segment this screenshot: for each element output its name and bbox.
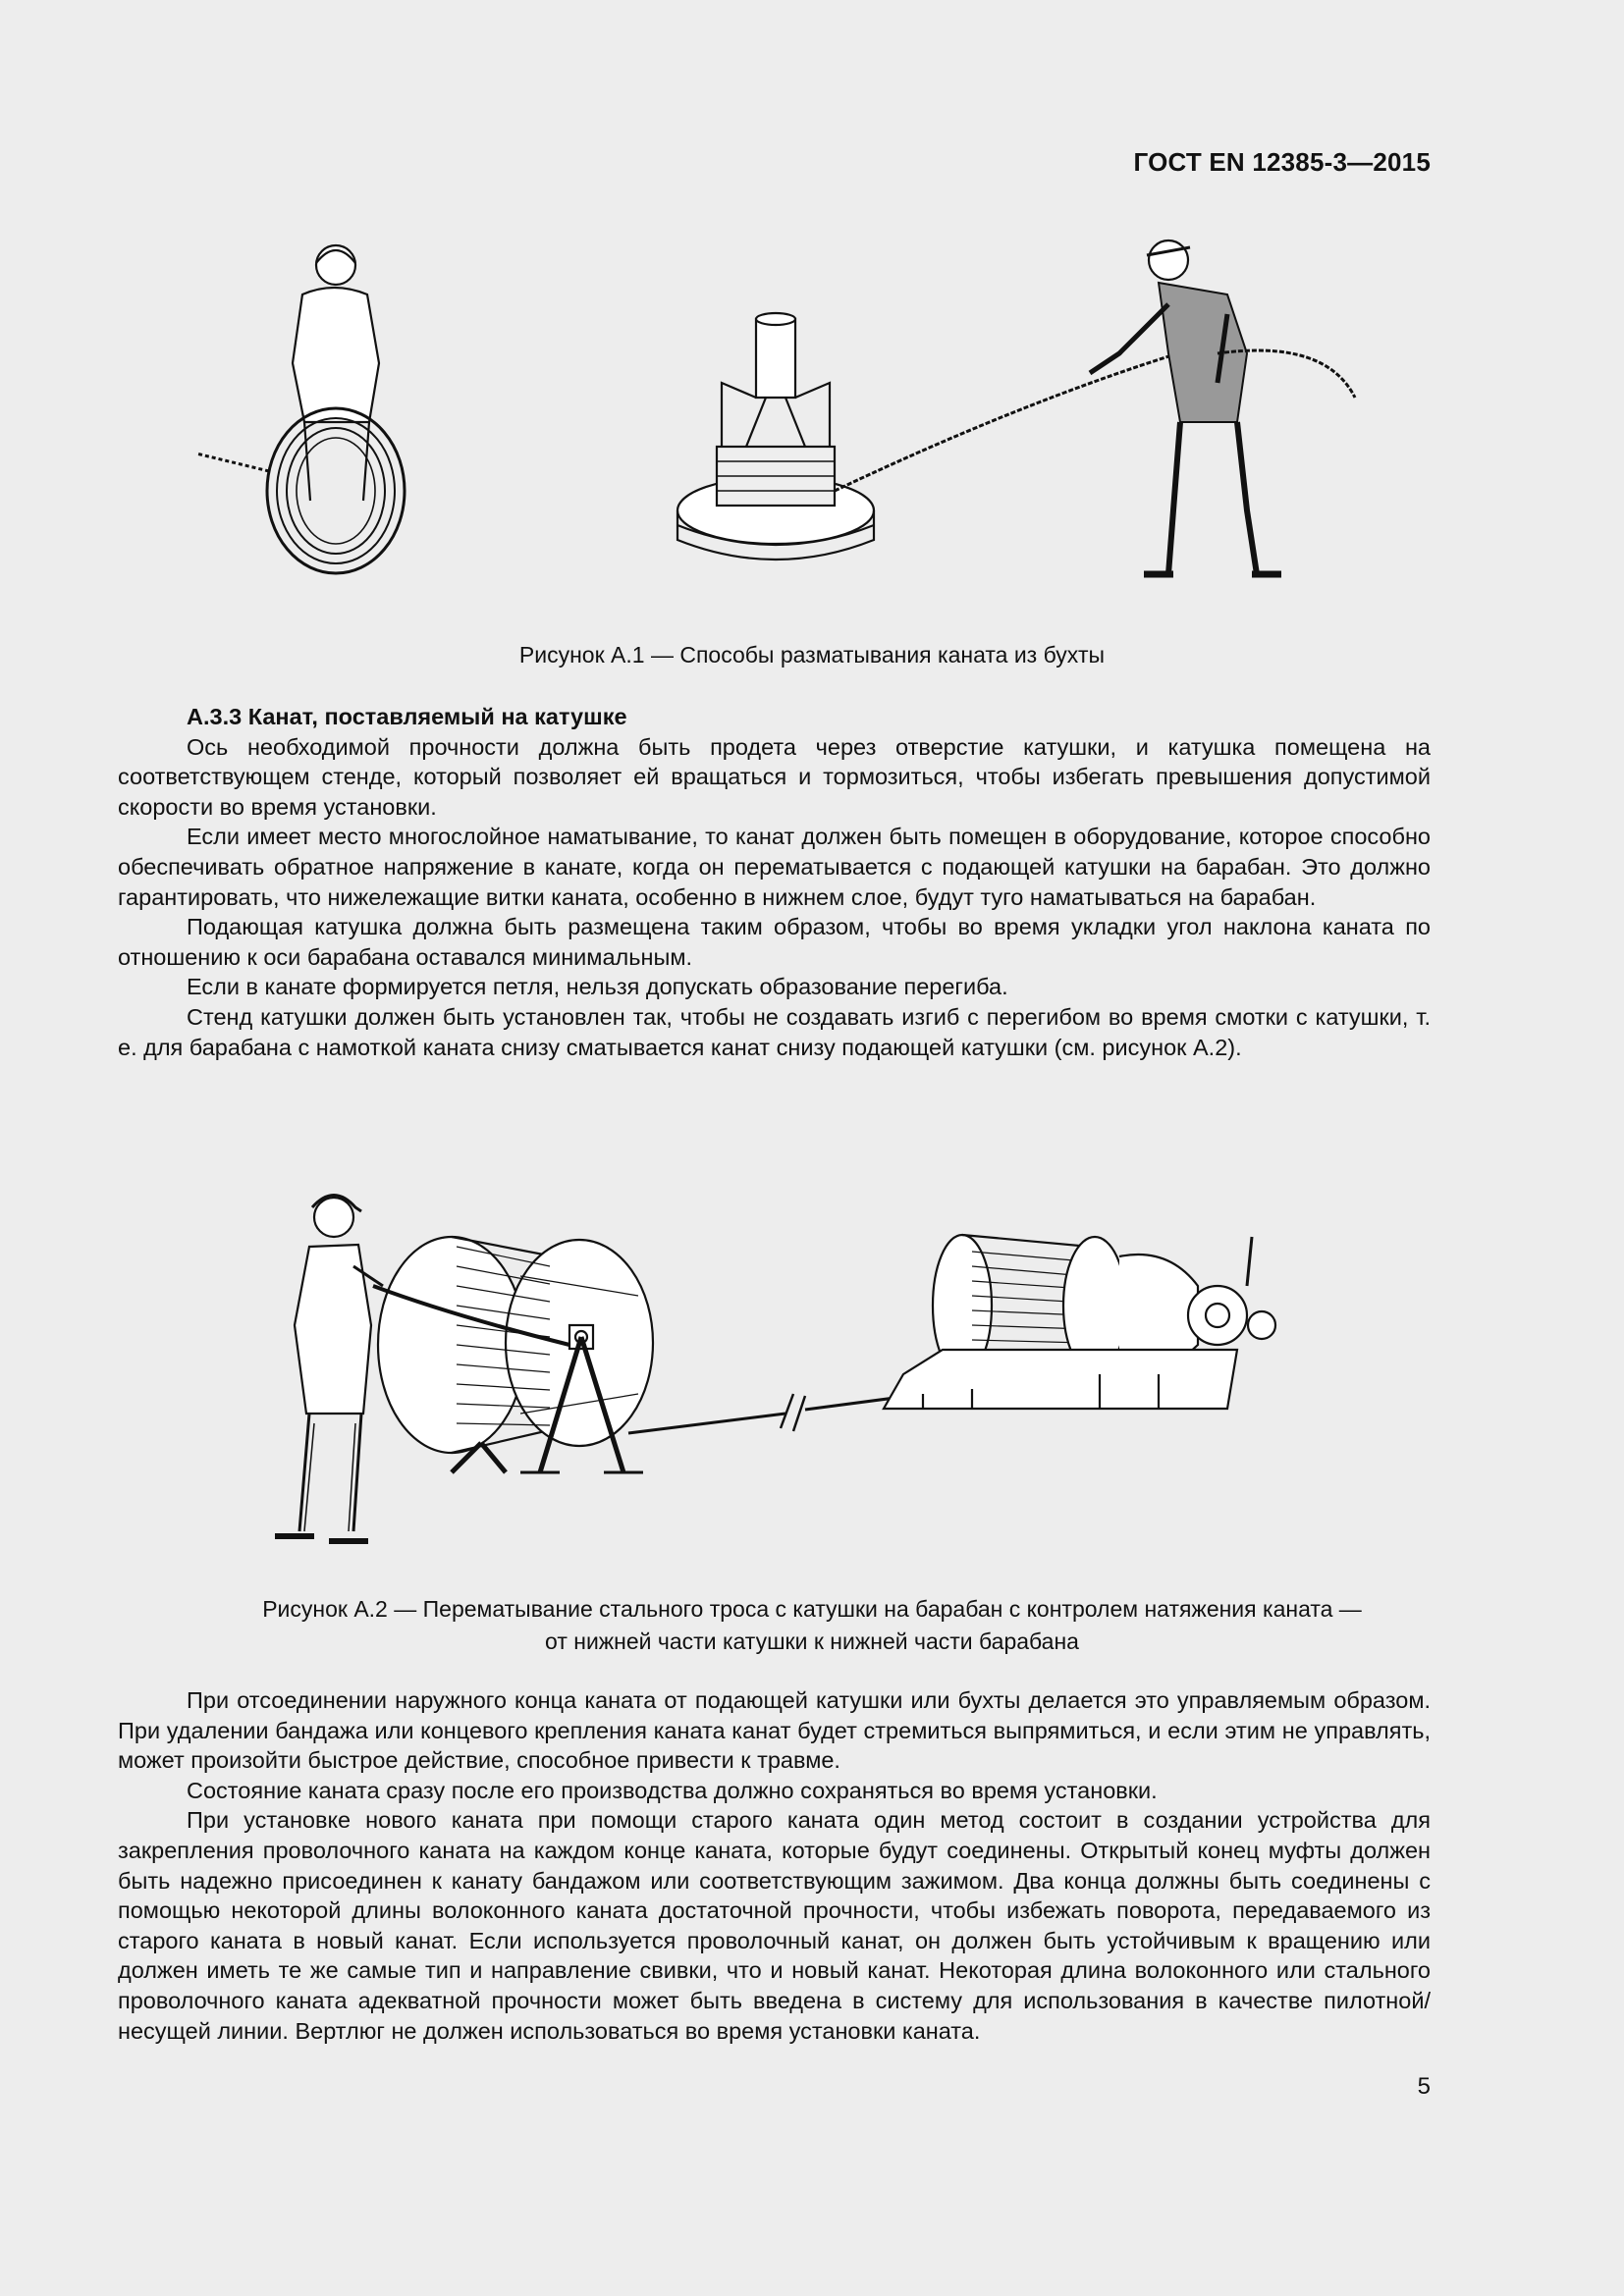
winch-drum <box>884 1235 1275 1409</box>
cable-reel-on-stand <box>373 1237 653 1472</box>
section-a33 <box>118 702 1431 1062</box>
worker-pulling-rope <box>1090 240 1355 574</box>
paragraph: Если имеет место многослойное наматывание, то канат должен быть помещен в оборудование, которое способно обеспечивать обратное напряжение в канате, когда он перематывается с подающей катушки на барабан. Это должно гарантировать, что нижележащие витки каната, особенно в нижнем слое, будут туго наматываться на барабан. <box>118 824 1431 910</box>
page-number: 5 <box>1417 2073 1431 2100</box>
document-header: ГОСТ EN 12385-3—2015 <box>1133 147 1431 177</box>
section-title: А.3.3 Канат, поставляемый на катушке <box>187 704 627 729</box>
paragraph: При установке нового каната при помощи старого каната один метод состоит в создании устройства для закрепления проволочного каната на каждом конце каната, которые будут соединены. Открытый конец муфты должен быть надежно присоединен к канату бандажом или соответствующим зажимом. Два конца должны быть соединены с помощью некоторой длины волоконного каната достаточной прочности, чтобы избежать поворота, передаваемого из старого каната в новый канат. Если используется проволочный канат, он должен быть устойчивым к вращению или должен иметь те же самые тип и направление свивки, что и новый канат. Некоторая длина волоконного или стального проволочного каната адекватной прочности может быть введена в систему для использования в качестве пилотной/несущей линии. Вертлюг не должен использоваться во время установки каната. <box>118 1807 1431 2044</box>
worker-guiding-rope <box>275 1196 383 1542</box>
caption-line: от нижней части катушки к нижней части барабана <box>545 1629 1079 1654</box>
paragraph: Ось необходимой прочности должна быть продета через отверстие катушки, и катушка помещена на соответствующем стенде, который позволяет ей вращаться и тормозиться, чтобы избегать превышения допустимой скорости во время установки. <box>118 733 1431 820</box>
worker-with-coil <box>196 245 405 573</box>
caption-line: Рисунок А.2 — Перематывание стального троса с катушки на барабан с контролем натяжения каната — <box>262 1596 1362 1622</box>
paragraph: Если в канате формируется петля, нельзя допускать образование перегиба. <box>187 974 1008 1000</box>
figure-a1-illustration <box>187 226 1384 599</box>
figure-a2-caption <box>0 1593 1624 1658</box>
paragraph: Подающая катушка должна быть размещена таким образом, чтобы во время укладки угол наклона каната по отношению к оси барабана оставался минимальным. <box>118 914 1431 970</box>
figure-a1-caption: Рисунок А.1 — Способы разматывания каната из бухты <box>518 642 1106 667</box>
closing-section <box>118 1685 1431 2046</box>
figure-a2-illustration <box>255 1178 1316 1561</box>
turntable-with-coil <box>677 313 1178 560</box>
paragraph: Состояние каната сразу после его производства должно сохраняться во время установки. <box>187 1777 1158 1803</box>
paragraph: При отсоединении наружного конца каната от подающей катушки или бухты делается это управляемым образом. При удалении бандажа или концевого крепления каната канат будет стремиться выпрямиться, и если этим не управлять, может произойти быстрое действие, способное привести к травме. <box>118 1687 1431 1774</box>
paragraph: Стенд катушки должен быть установлен так, чтобы не создавать изгиб с перегибом во время смотки с катушки, т. е. для барабана с намоткой каната снизу сматывается канат снизу подающей катушки (см. рисунок А.2). <box>118 1003 1431 1060</box>
